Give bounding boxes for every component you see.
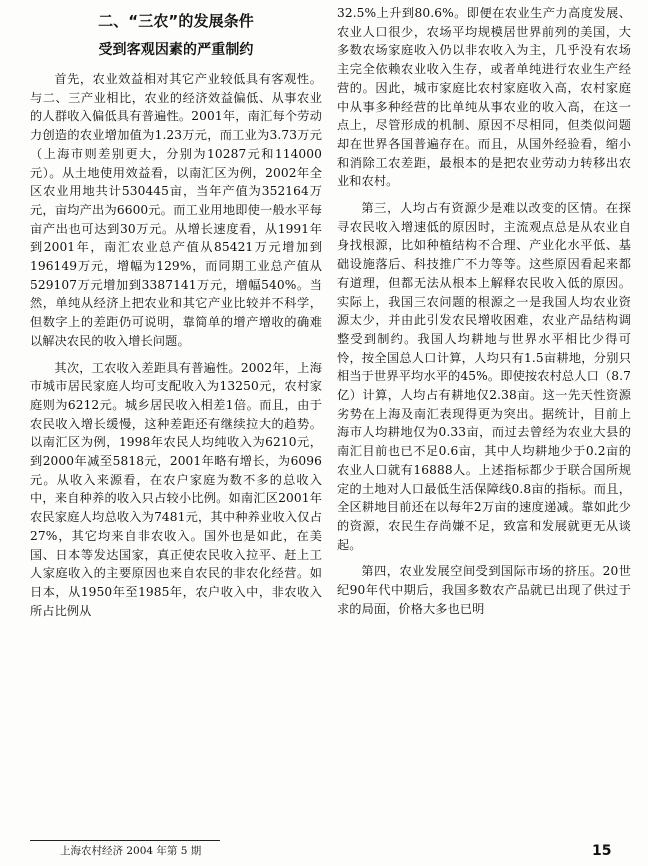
section-subtitle: 受到客观因素的严重制约 <box>98 42 254 58</box>
paragraph-second: 其次，工农收入差距具有普遍性。2002年，上海市城市居民家庭人均可支配收入为13250元，农村家庭则为6212元。城乡居民收入相差1倍。而且，由于农民收入增长缓慢，这种差距还有继续拉大的趋势。以南汇区为例，1998年农民人均纯收入为6210元，到2000年减至5818元，2001年略有增长，为6096元。从收入来源看，在农户家庭为数不多的总收入中，来自种养的收入只占较小比例。如南汇区2001年农民家庭人均总收入为7481元，其中种养业收入仅占27%，其它均来自非农收入。国外也是如此，在美国、日本等发达国家，真正使农民收入拉平、赶上工人家庭收入的主要原因也来自农民的非农化经营。如日本，从1950年至1985年，农户收入中，非农收入所占比例从 <box>30 360 322 618</box>
footer-divider <box>30 840 220 841</box>
paragraph-third: 第三，人均占有资源少是难以改变的区情。在探寻农民收入增速低的原因时，主流观点总是从农业自身找根源，比如种植结构不合理、产业化水平低、基础设施落后、科技推广不力等等。这些原因看起来都有道理，但都无法从根本上解释农民收入低的原因。实际上，我国三农问题的根源之一是我国人均农业资源太少，并由此引发农民增收困难，农业产品结构调整受到制约。我国人均耕地与世界水平相比少得可怜，按全国总人口计算，人均只有1.5亩耕地，分别只相当于世界平均水平的45%。即使按农村总人口（8.7亿）计算，人均占有耕地仅2.38亩。这一先天性资源劣势在上海及南汇表现得更为突出。据统计，目前上海市人均耕地仅为0.33亩，而过去曾经为农业大县的南汇目前也已不足0.6亩，其中人均耕地少于0.2亩的农业人口就有16888人。上述指标都少于联合国所规定的土地对人口最低生活保障线0.8亩的指标。而且，全区耕地目前还在以每年2万亩的速度递减。靠如此少的资源，农民生存尚嫌不足，致富和发展就更无从谈起。 <box>337 201 631 552</box>
journal-footer: 上海农村经济 2004 年第 5 期 <box>60 845 202 857</box>
paragraph-continued: 32.5%上升到80.6%。即便在农业生产力高度发展、农业人口很少，农场平均规模居世界前列的美国，大多数农场家庭收入仍以非农收入为主，几乎没有农场主完全依赖农业收入生存，或者单纯进行农业生产经营的。因此，城市家庭比农村家庭收入高，农村家庭中从事多种经营的比单纯从事农业的收入高，在这一点上，尽管形成的机制、原因不尽相同，但类似问题却在世界各国普遍存在。而且，从国外经验看，缩小和消除工农差距，最根本的是把农业劳动力转移出农业和农村。 <box>337 6 631 189</box>
section-title: 二、“三农”的发展条件 <box>98 12 254 30</box>
right-column <box>337 4 631 627</box>
left-column <box>30 10 322 628</box>
paragraph-first: 首先，农业效益相对其它产业较低具有客观性。与二、三产业相比，农业的经济效益偏低、从事农业的人群收入偏低具有普遍性。2001年，南汇每个劳动力创造的农业增加值为1.23万元，而工业为3.73万元（上海市则差别更大，分别为10287元和114000元）。从土地使用效益看，以南汇区为例，2002年全区农业用地共计530445亩，当年产值为352164万元，亩均产出为6600元。而工业用地即使一般水平每亩产出也可达到30万元。从增长速度看，从1991年到2001年，南汇农业总产值从85421万元增加到196149万元，增幅为129%，而同期工业总产值从529107万元增加到3387141万元，增幅540%。当然，单纯从经济上把农业和其它产业比较并不科学，但数字上的差距仍可说明，靠简单的增产增收的确难以解决农民的收入增长问题。 <box>30 72 322 348</box>
page-number: 15 <box>592 843 612 859</box>
paragraph-fourth: 第四，农业发展空间受到国际市场的挤压。20世纪90年代中期后，我国多数农产品就已出现了供过于求的局面，价格大多也已明 <box>337 564 631 616</box>
